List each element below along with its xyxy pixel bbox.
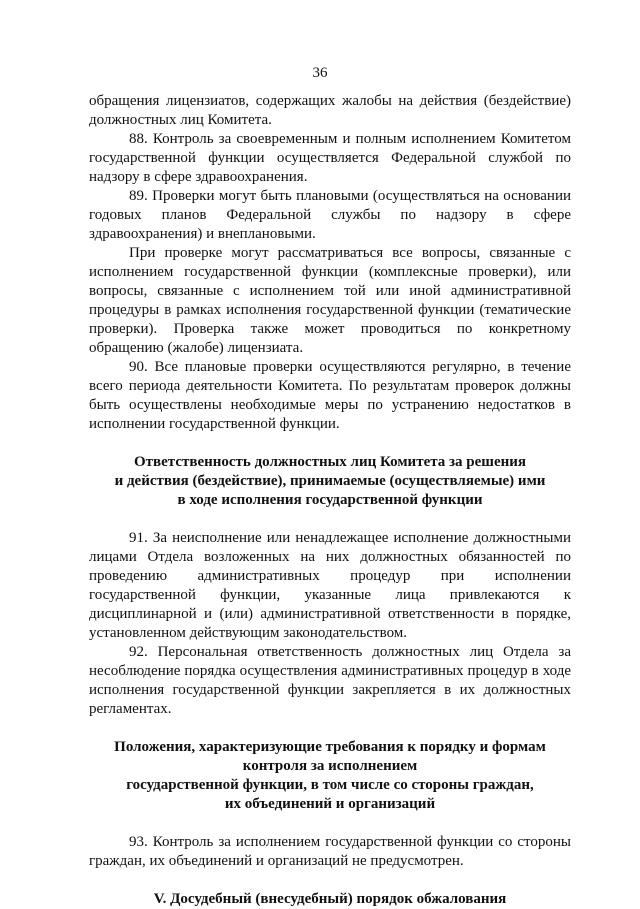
paragraph-91: 91. За неисполнение или ненадлежащее исполнение должностными лицами Отдела возложенных на них должностных обязанностей по проведению административных процедур при исполнении государственной функции, указанные лица привлекаются к дисциплинарной и (или) административной ответственности в порядке, установленном действующим законодательством. [89, 530, 571, 641]
paragraph-93: 93. Контроль за исполнением государственной функции со стороны граждан, их объединений и организаций не предусмотрен. [89, 834, 571, 869]
paragraph-continuation: обращения лицензиатов, содержащих жалобы на действия (бездействие) должностных лиц Комитета. [89, 93, 571, 128]
heading-line: контроля за исполнением [242, 758, 418, 774]
paragraph-88: 88. Контроль за своевременным и полным исполнением Комитетом государственной функции осуществляется Федеральной службой по надзору в сфере здравоохранения. [89, 131, 571, 185]
heading-line: Положения, характеризующие требования к порядку и формам [114, 739, 546, 755]
heading-line: государственной функции, в том числе со стороны граждан, [126, 777, 534, 793]
paragraph-89: 89. Проверки могут быть плановыми (осуществляться на основании годовых планов Федеральной службы по надзору в сфере здравоохранения) и внеплановыми. [89, 188, 571, 242]
page-number: 36 [312, 65, 328, 81]
heading-control-requirements [89, 738, 571, 814]
paragraph-90: 90. Все плановые проверки осуществляются регулярно, в течение всего периода деятельности Комитета. По результатам проверок должны быть осуществлены необходимые меры по устранению недостатков в исполнении государственной функции. [89, 359, 571, 432]
heading-responsibility [89, 453, 571, 510]
heading-line: в ходе исполнения государственной функции [177, 492, 483, 508]
paragraph-92: 92. Персональная ответственность должностных лиц Отдела за несоблюдение порядка осуществления административных процедур в ходе исполнения государственной функции закрепляется в их должностных регламентах. [89, 644, 571, 717]
heading-section-v: V. Досудебный (внесудебный) порядок обжалования [153, 891, 507, 907]
heading-line: и действия (бездействие), принимаемые (осуществляемые) ими [114, 473, 546, 489]
heading-line: Ответственность должностных лиц Комитета за решения [133, 454, 527, 470]
paragraph-inspection-scope: При проверке могут рассматриваться все вопросы, связанные с исполнением государственной функции (комплексные проверки), или вопросы, связанные с исполнением той или иной административной процедуры в рамках исполнения государственной функции (тематические проверки). Проверка также может проводиться по конкретному обращению (жалобе) лицензиата. [89, 245, 571, 356]
heading-line: их объединений и организаций [224, 796, 436, 812]
document-body [89, 92, 571, 909]
